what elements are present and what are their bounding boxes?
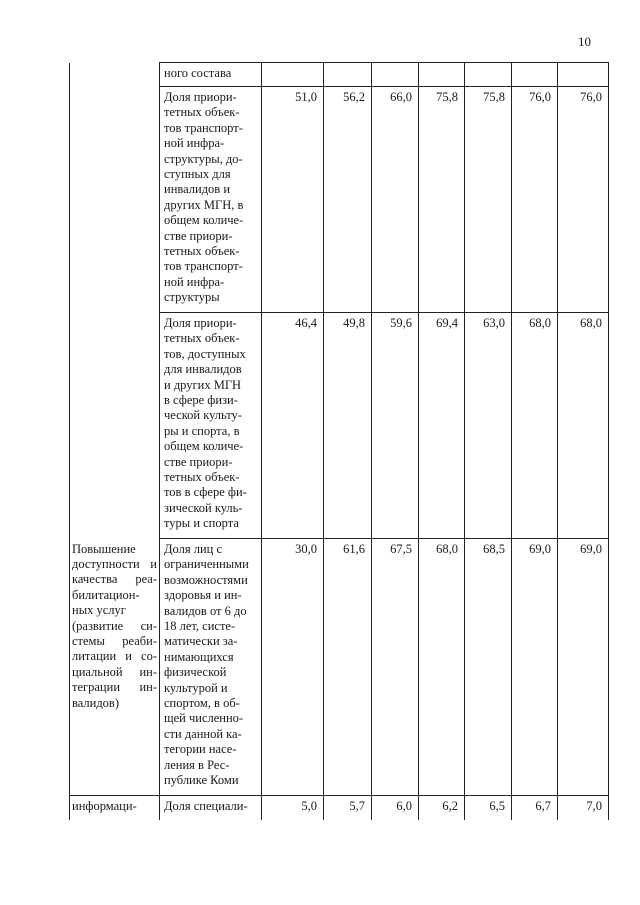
indicator-line: 18 лет, систе- [164,619,236,634]
value-cell [512,63,558,87]
value-cell: 59,6 [372,313,419,539]
value-cell: 6,2 [419,796,465,820]
value-cell: 5,0 [262,796,324,820]
value-cell [372,63,419,87]
program-line: валидов) [72,695,119,710]
program-cell [70,539,160,796]
indicator-line: матически за- [164,634,238,649]
indicator-line: ной инфра- [164,136,225,151]
indicator-line: возможностями [164,572,248,587]
program-line: циальной ин- [72,664,157,679]
indicator-line: тетных объек- [164,470,240,485]
indicator-line: Доля приори- [164,90,237,104]
program-line: информаци- [72,799,137,813]
indicator-line: здоровья и ин- [164,588,242,603]
indicator-line: публике Коми [164,773,239,788]
value-cell: 7,0 [558,796,609,820]
program-line: качества реа- [72,572,157,587]
value-cell [262,63,324,87]
indicator-line: тов транспорт- [164,120,243,135]
indicator-line: тов, доступных [164,346,246,361]
value-cell: 5,7 [324,796,372,820]
table-row [70,313,609,539]
value-cell: 46,4 [262,313,324,539]
value-cell: 75,8 [465,87,512,313]
value-cell: 76,0 [558,87,609,313]
value-cell: 75,8 [419,87,465,313]
indicators-table [69,62,609,820]
indicator-line: тетных объек- [164,331,240,346]
indicator-line: тетных объек- [164,105,240,120]
indicator-line: сти данной ка- [164,726,242,741]
indicator-line: тегории насе- [164,742,237,757]
indicator-line: стве приори- [164,228,233,243]
value-cell: 6,0 [372,796,419,820]
value-cell: 63,0 [465,313,512,539]
program-line: ных услуг [72,603,126,618]
program-cell [70,63,160,87]
indicator-line: ступных для [164,167,231,182]
value-cell: 69,0 [558,539,609,796]
program-cell [70,87,160,313]
program-line: теграции ин- [72,680,157,695]
indicator-line: Доля специали- [164,799,248,813]
indicator-line: зической куль- [164,500,243,515]
program-cell [70,313,160,539]
indicator-line: ного состава [164,66,232,80]
value-cell: 68,5 [465,539,512,796]
indicator-line: ры и спорта, в [164,423,240,438]
program-cell [70,796,160,820]
indicator-line: физической [164,665,227,680]
value-cell [465,63,512,87]
indicator-line: ления в Рес- [164,757,230,772]
indicator-line: спортом, в об- [164,696,240,711]
indicator-cell [160,539,262,796]
value-cell: 67,5 [372,539,419,796]
value-cell: 69,4 [419,313,465,539]
value-cell: 66,0 [372,87,419,313]
indicator-line: щей численно- [164,711,244,726]
indicator-line: структуры, до- [164,151,243,166]
value-cell: 56,2 [324,87,372,313]
indicator-line: культурой и [164,680,228,695]
indicator-line: ной инфра- [164,274,225,289]
indicator-line: Доля приори- [164,316,237,330]
program-line: билитацион- [72,587,140,602]
indicator-line: Доля лиц с [164,542,223,556]
indicator-line: валидов от 6 до [164,603,247,618]
value-cell: 76,0 [512,87,558,313]
value-cell: 68,0 [419,539,465,796]
indicator-line: других МГН, в [164,197,244,212]
program-line: доступности и [72,556,157,571]
table-row [70,539,609,796]
value-cell [324,63,372,87]
indicator-line: нимающихся [164,649,234,664]
value-cell: 49,8 [324,313,372,539]
value-cell: 6,5 [465,796,512,820]
table-row [70,63,609,87]
value-cell: 61,6 [324,539,372,796]
value-cell: 6,7 [512,796,558,820]
indicator-line: ческой культу- [164,408,242,423]
indicator-line: тов транспорт- [164,259,243,274]
indicator-line: ограниченными [164,557,249,572]
value-cell: 68,0 [558,313,609,539]
indicator-line: общем количе- [164,439,244,454]
value-cell: 51,0 [262,87,324,313]
indicator-line: для инвалидов [164,362,242,377]
page-number: 10 [578,34,591,49]
value-cell: 68,0 [512,313,558,539]
indicator-cell [160,63,262,87]
program-line: стемы реаби- [72,633,157,648]
value-cell [419,63,465,87]
value-cell: 69,0 [512,539,558,796]
indicator-line: стве приори- [164,454,233,469]
indicator-cell [160,313,262,539]
program-line: Повышение [72,541,136,556]
indicator-line: общем количе- [164,213,244,228]
indicator-cell [160,796,262,820]
table-row [70,796,609,820]
indicator-line: туры и спорта [164,516,239,531]
value-cell [558,63,609,87]
indicator-line: инвалидов и [164,182,231,197]
program-line: литации и со- [72,649,157,664]
indicator-cell [160,87,262,313]
indicator-line: тов в сфере фи- [164,485,247,500]
table-row [70,87,609,313]
indicator-line: структуры [164,290,220,305]
program-line: (развитие си- [72,618,157,633]
value-cell: 30,0 [262,539,324,796]
indicator-line: и других МГН [164,377,242,392]
indicator-line: в сфере физи- [164,393,238,408]
indicator-line: тетных объек- [164,244,240,259]
